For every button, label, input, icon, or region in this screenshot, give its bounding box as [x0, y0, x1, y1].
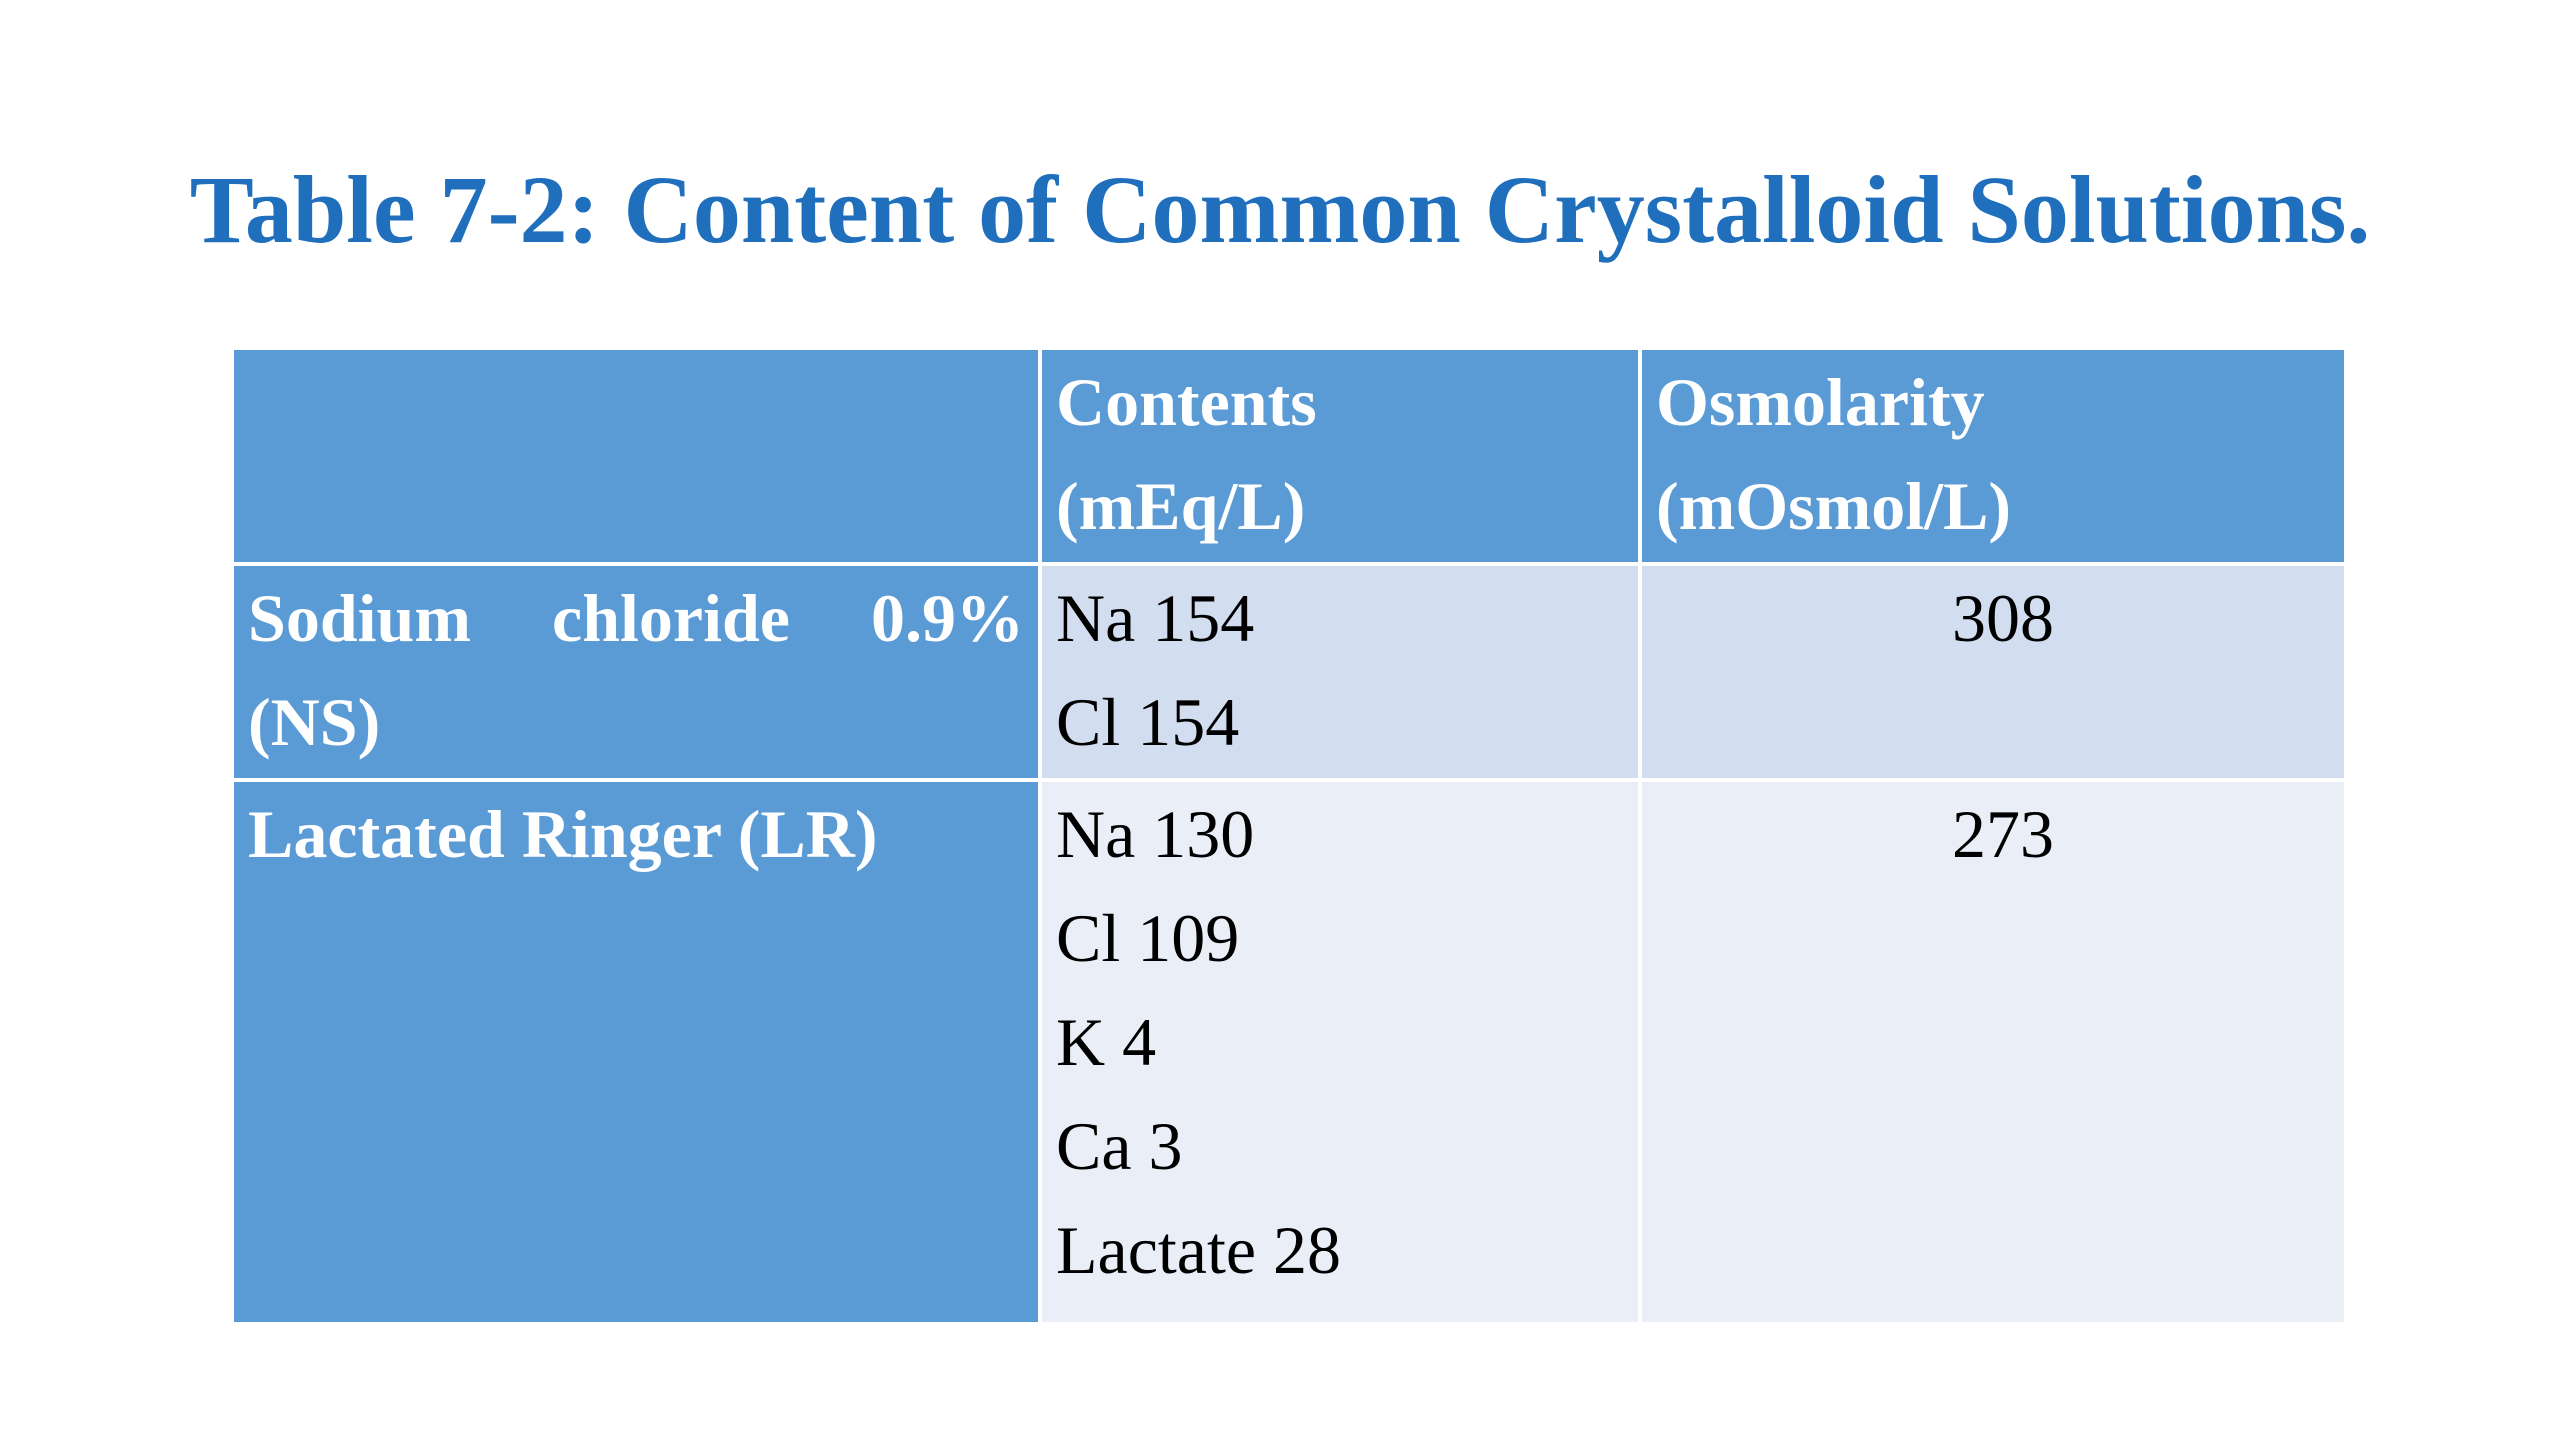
content-item: Cl 109	[1056, 900, 1240, 976]
header-cell-empty	[232, 348, 1040, 564]
row-name: Sodium chloride 0.9%	[248, 580, 1024, 656]
row-osmolarity-cell	[1640, 564, 2346, 780]
osmolarity-value: 308	[1952, 580, 2054, 656]
header-osmolarity-unit: (mOsmol/L)	[1656, 468, 2012, 544]
row-name: Lactated Ringer (LR)	[248, 796, 878, 872]
header-cell-osmolarity	[1640, 348, 2346, 564]
row-name-cell	[232, 780, 1040, 1324]
crystalloid-table	[230, 346, 2348, 1326]
header-osmolarity-label: Osmolarity	[1656, 364, 1985, 440]
content-item: Lactate 28	[1056, 1212, 1342, 1288]
content-item: Cl 154	[1056, 684, 1240, 760]
row-name-cell	[232, 564, 1040, 780]
row-name-abbrev: (NS)	[248, 684, 381, 760]
header-contents-label: Contents	[1056, 364, 1317, 440]
content-item: Na 130	[1056, 796, 1255, 872]
osmolarity-value: 273	[1952, 796, 2054, 872]
row-contents-cell	[1040, 564, 1640, 780]
header-cell-contents	[1040, 348, 1640, 564]
header-contents-unit: (mEq/L)	[1056, 468, 1306, 544]
row-contents-cell	[1040, 780, 1640, 1324]
row-osmolarity-cell	[1640, 780, 2346, 1324]
table-row	[232, 780, 2346, 1324]
table-header-row	[232, 348, 2346, 564]
content-item: Na 154	[1056, 580, 1255, 656]
content-item: Ca 3	[1056, 1108, 1183, 1184]
table-row	[232, 564, 2346, 780]
content-item: K 4	[1056, 1004, 1157, 1080]
page-title: Table 7-2: Content of Common Crystalloid Solutions.	[189, 156, 2371, 263]
